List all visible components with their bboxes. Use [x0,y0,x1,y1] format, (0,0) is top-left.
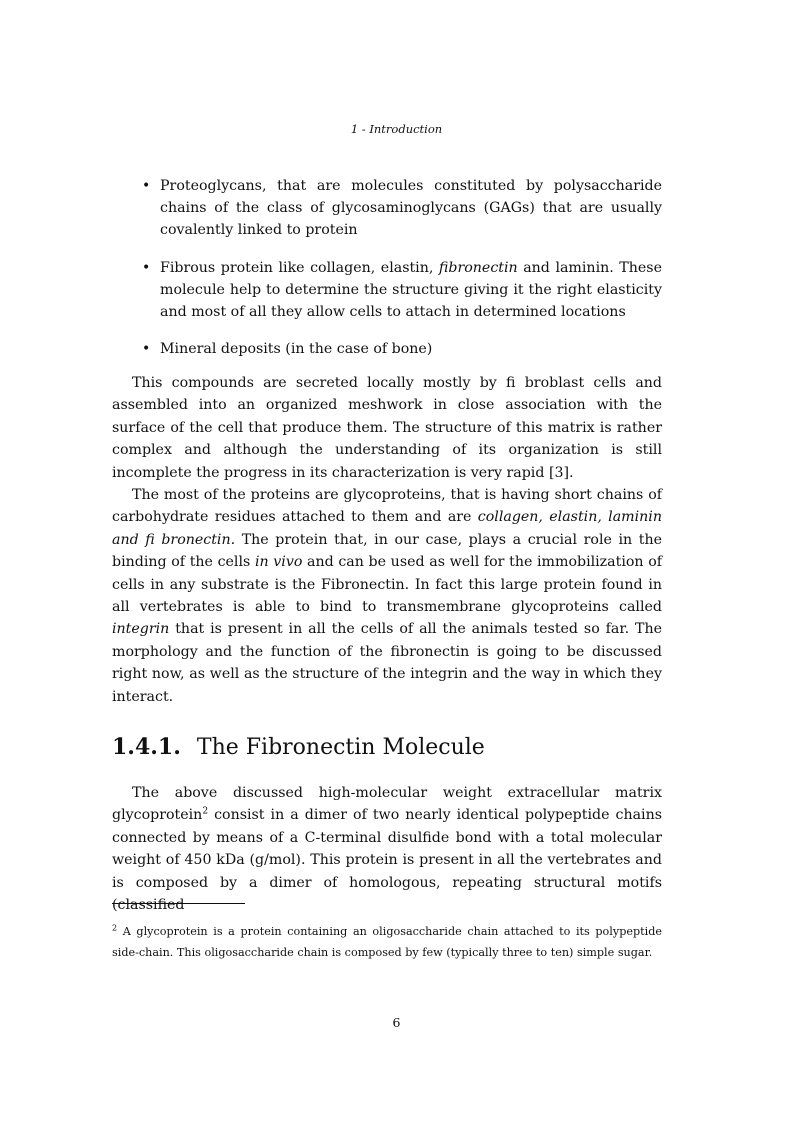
list-item [112,338,662,360]
paragraph: This compounds are secreted locally mostly by fi broblast cells and assembled into an organized meshwork in close association with the surface of the cell that produce them. The structure of this matrix is rather complex and although the understanding of its organization is still incomplete the progress in its characterization is very rapid [3]. [112,375,662,481]
section-heading [112,734,672,760]
section-body [112,782,662,916]
footnote-number: 2 [112,923,118,933]
body-text [112,372,662,708]
paragraph [112,484,662,708]
emphasis-text: integrin [112,621,170,638]
paragraph-text: and can be used as well for the immobilization of cells in any substrate is the Fibronectin. In fact this large protein found in all vertebrates is able to bind to transmembrane glycoproteins called [112,554,662,616]
paragraph-text: The protein that, in our case, plays a crucial role in the binding of the cells [112,531,662,571]
section-title: The Fibronectin Molecule [196,735,485,760]
paragraph-text: that is present in all the cells of all the animals tested so far. The morphology and the function of the fibronectin is going to be discussed right now, as well as the structure of the integrin and the way in which they interact. [112,621,662,705]
bullet-text: and laminin. These molecule help to determine the structure giving it the right elasticity and most of all they allow cells to attach in determined locations [160,259,662,321]
emphasis-text: collagen, elastin, laminin and fi bronectin. [112,509,662,548]
paragraph-text: The above discussed high-molecular weight extracellular matrix glycoprotein [112,785,662,824]
bullet-icon: • [142,341,151,358]
paragraph [112,782,662,916]
bullet-list [112,175,662,375]
bullet-emphasis: fibronectin [438,259,518,276]
list-item [112,257,662,324]
section-number: 1.4.1. [112,734,181,760]
bullet-icon: • [142,259,151,276]
bullet-text: Mineral deposits (in the case of bone) [160,341,433,358]
page-number: 6 [392,1015,401,1030]
list-item [112,175,662,242]
emphasis-text: in vivo [254,554,303,571]
paragraph-text: The most of the proteins are glycoproteins, that is having short chains of carbohydrate residues attached to them and are [112,487,662,526]
running-header: 1 - Introduction [350,122,443,136]
footnote-divider [112,903,245,904]
footnote-text: A glycoprotein is a protein containing an oligosaccharide chain attached to its polypeptide side-chain. This oligosaccharide chain is composed by few (typically three to ten) simple sugar. [112,925,662,959]
footnote-marker[interactable]: 2 [202,806,209,817]
bullet-text: Proteoglycans, that are molecules constituted by polysaccharide chains of the class of glycosaminoglycans (GAGs) that are usually covalently linked to protein [160,178,662,239]
paragraph-text: consist in a dimer of two nearly identical polypeptide chains connected by means of a C-terminal disulfide bond with a total molecular weight of 450 kDa (g/mol). This protein is present in all the vertebrates and is composed by a dimer of homologous, repeating structural motifs (classified [112,807,662,914]
bullet-icon: • [142,178,151,194]
footnote [112,922,662,963]
bullet-text: Fibrous protein like collagen, elastin, [160,259,439,276]
